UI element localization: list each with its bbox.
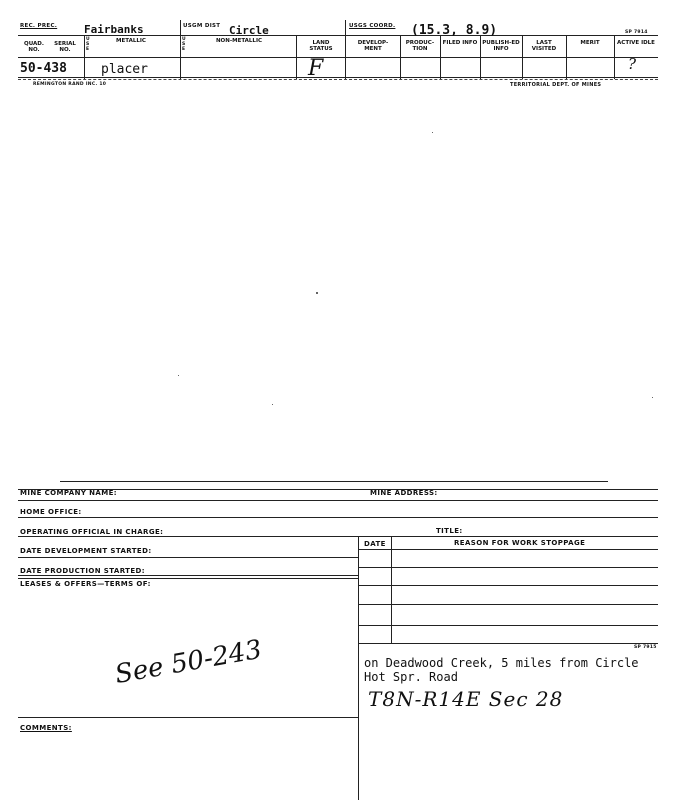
rec-prec-label: REC. PREC. [20, 23, 58, 29]
printer-imprint: REMINGTON RAND INC. 10 [33, 82, 107, 87]
rec-prec-value: Fairbanks [84, 23, 144, 36]
active-idle-value: ? [628, 55, 637, 73]
form-number-bottom: SP 7915 [634, 645, 657, 650]
col-metallic-prefix: U S E [86, 37, 90, 52]
handwritten-legal-description: T8N-R14E Sec 28 [368, 687, 564, 711]
usgm-dist-value: Circle [229, 24, 269, 37]
comments-label: COMMENTS: [20, 724, 72, 732]
date-development-label: DATE DEVELOPMENT STARTED: [20, 547, 152, 555]
land-status-value: F [308, 56, 324, 81]
title-label: TITLE: [436, 527, 463, 535]
mine-company-label: MINE COMPANY NAME: [20, 489, 117, 497]
territorial-dept: TERRITORIAL DEPT. OF MINES [510, 82, 602, 88]
usgm-dist-label: USGM DIST [183, 23, 221, 29]
col-active-idle: ACTIVE IDLE [617, 40, 655, 46]
location-line-2: Hot Spr. Road [364, 670, 458, 684]
col-nonmetallic: NON-METALLIC [215, 38, 263, 44]
handwritten-see-reference: See 50-243 [112, 634, 265, 690]
col-serial: SERIAL NO. [54, 41, 76, 53]
usgs-coord-value: (15.3, 8.9) [411, 23, 498, 38]
date-production-label: DATE PRODUCTION STARTED: [20, 567, 145, 575]
location-line-1: on Deadwood Creek, 5 miles from Circle [364, 656, 639, 670]
leases-label: LEASES & OFFERS—TERMS OF: [20, 580, 151, 588]
col-production: PRODUC-TION [405, 40, 435, 52]
col-merit: MERIT [580, 40, 600, 46]
col-published-info: PUBLISH-ED INFO [482, 40, 520, 52]
date-col-header: DATE [364, 540, 386, 548]
col-nonmetallic-prefix: U S E [182, 37, 186, 52]
metallic-value: placer [101, 62, 148, 77]
form-number-top: SP 7914 [625, 30, 648, 35]
reason-col-header: REASON FOR WORK STOPPAGE [454, 539, 586, 547]
quad-serial-value: 50-438 [20, 61, 67, 76]
col-metallic: METALLIC [116, 38, 146, 44]
home-office-label: HOME OFFICE: [20, 508, 82, 516]
col-development: DEVELOP-MENT [357, 40, 389, 52]
usgs-coord-label: USGS COORD. [349, 23, 396, 29]
col-last-visited: LAST VISITED [531, 40, 557, 52]
operating-official-label: OPERATING OFFICIAL IN CHARGE: [20, 528, 164, 536]
col-filed-info: FILED INFO [442, 40, 478, 46]
mine-address-label: MINE ADDRESS: [370, 489, 438, 497]
col-quad: QUAD. NO. [24, 41, 44, 53]
col-land-status: LAND STATUS [309, 40, 333, 52]
